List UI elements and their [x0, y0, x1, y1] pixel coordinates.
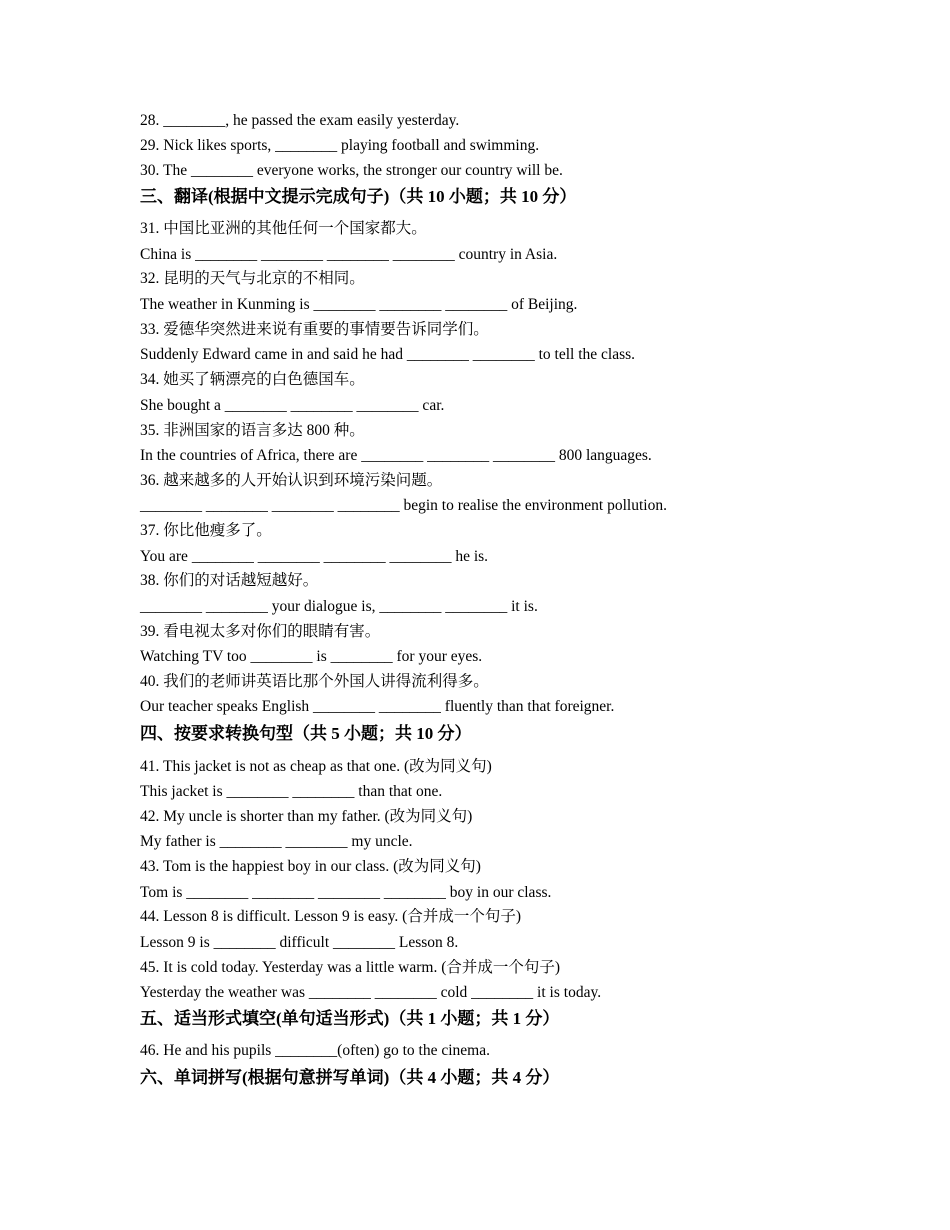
- question-37-answer: You are ________ ________ ________ ________ he is.: [140, 548, 489, 565]
- question-42-prompt: 42. My uncle is shorter than my father. (改为同义句): [140, 808, 473, 825]
- question-41-prompt: 41. This jacket is not as cheap as that one. (改为同义句): [140, 758, 492, 775]
- question-43-answer: Tom is ________ ________ ________ ________ boy in our class.: [140, 884, 552, 901]
- question-33-prompt: 33. 爱德华突然进来说有重要的事情要告诉同学们。: [140, 321, 489, 338]
- question-35-answer: In the countries of Africa, there are ________ ________ ________ 800 languages.: [140, 447, 652, 464]
- question-38-prompt: 38. 你们的对话越短越好。: [140, 572, 319, 589]
- question-40-prompt: 40. 我们的老师讲英语比那个外国人讲得流利得多。: [140, 673, 489, 690]
- question-44-prompt: 44. Lesson 8 is difficult. Lesson 9 is easy. (合并成一个句子): [140, 908, 522, 925]
- question-28: 28. ________, he passed the exam easily yesterday.: [140, 112, 460, 129]
- question-43-prompt: 43. Tom is the happiest boy in our class. (改为同义句): [140, 858, 481, 875]
- question-37-prompt: 37. 你比他瘦多了。: [140, 522, 272, 539]
- question-34-answer: She bought a ________ ________ ________ car.: [140, 397, 445, 414]
- question-35-prompt: 35. 非洲国家的语言多达 800 种。: [140, 422, 365, 439]
- question-30: 30. The ________ everyone works, the stronger our country will be.: [140, 162, 563, 179]
- question-33-answer: Suddenly Edward came in and said he had ________ ________ to tell the class.: [140, 346, 636, 363]
- question-42-answer: My father is ________ ________ my uncle.: [140, 833, 413, 850]
- section-3-heading: 三、翻译(根据中文提示完成句子)（共 10 小题；共 10 分）: [140, 187, 577, 206]
- question-29: 29. Nick likes sports, ________ playing football and swimming.: [140, 137, 540, 154]
- section-5-heading: 五、适当形式填空(单句适当形式)（共 1 小题；共 1 分）: [140, 1009, 560, 1028]
- question-31-answer: China is ________ ________ ________ ________ country in Asia.: [140, 246, 558, 263]
- question-45-prompt: 45. It is cold today. Yesterday was a little warm. (合并成一个句子): [140, 959, 561, 976]
- question-44-answer: Lesson 9 is ________ difficult ________ Lesson 8.: [140, 934, 459, 951]
- question-40-answer: Our teacher speaks English ________ ________ fluently than that foreigner.: [140, 698, 615, 715]
- question-38-answer: ________ ________ your dialogue is, ________ ________ it is.: [140, 598, 538, 615]
- question-32-answer: The weather in Kunming is ________ ________ ________ of Beijing.: [140, 296, 578, 313]
- question-31-prompt: 31. 中国比亚洲的其他任何一个国家都大。: [140, 220, 427, 237]
- question-39-answer: Watching TV too ________ is ________ for your eyes.: [140, 648, 483, 665]
- question-45-answer: Yesterday the weather was ________ ________ cold ________ it is today.: [140, 984, 602, 1001]
- question-34-prompt: 34. 她买了辆漂亮的白色德国车。: [140, 371, 365, 388]
- question-36-answer: ________ ________ ________ ________ begin to realise the environment pollution.: [140, 497, 667, 514]
- section-4-heading: 四、按要求转换句型（共 5 小题；共 10 分）: [140, 724, 472, 743]
- question-36-prompt: 36. 越来越多的人开始认识到环境污染问题。: [140, 472, 443, 489]
- section-6-heading: 六、单词拼写(根据句意拼写单词)（共 4 小题；共 4 分）: [140, 1068, 560, 1087]
- question-39-prompt: 39. 看电视太多对你们的眼睛有害。: [140, 623, 381, 640]
- question-41-answer: This jacket is ________ ________ than that one.: [140, 783, 443, 800]
- question-46: 46. He and his pupils ________(often) go to the cinema.: [140, 1042, 490, 1059]
- question-32-prompt: 32. 昆明的天气与北京的不相同。: [140, 270, 365, 287]
